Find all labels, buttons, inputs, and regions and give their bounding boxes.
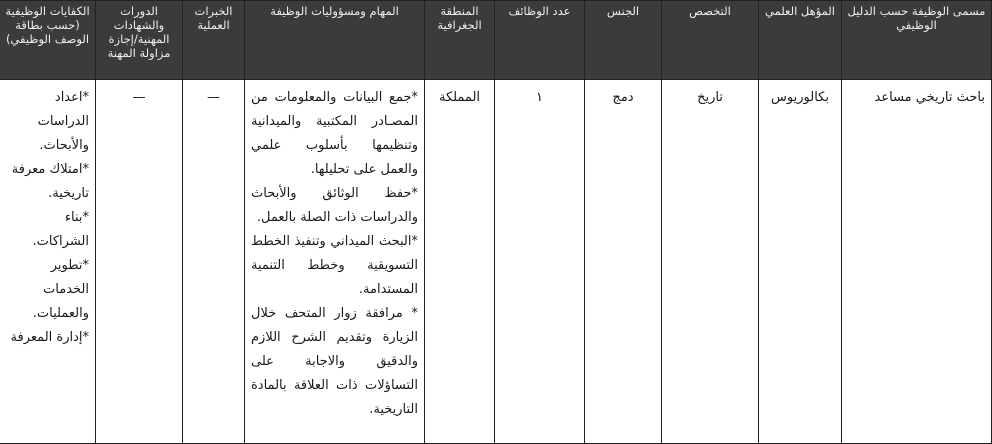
header-competencies: الكفايات الوظيفية (حسب بطاقة الوصف الوظيفي): [0, 1, 96, 80]
cell-gender: دمج: [585, 80, 662, 444]
header-tasks: المهام ومسؤوليات الوظيفة: [245, 1, 425, 80]
header-courses: الدورات والشهادات المهنية/إجازة مزاولة المهنة: [96, 1, 183, 80]
task-item: *البحث الميداني وتنفيذ الخطط التسويقية وخطط التنمية المستدامة.: [251, 234, 418, 297]
header-gender: الجنس: [585, 1, 662, 80]
competency-item: *امتلاك معرفة تاريخية.: [11, 162, 89, 201]
header-specialization: التخصص: [662, 1, 759, 80]
cell-courses: —: [96, 80, 183, 444]
cell-tasks: [245, 80, 425, 444]
table-row: [0, 80, 992, 444]
cell-region: المملكة: [425, 80, 495, 444]
task-item: *حفظ الوثائق والأبحاث والدراسات ذات الصلة بالعمل.: [251, 186, 418, 225]
competency-item: *إدارة المعرفة: [10, 330, 89, 345]
header-qualification: المؤهل العلمي: [759, 1, 842, 80]
competency-item: *اعداد الدراسات والأبحاث.: [37, 90, 89, 153]
cell-specialization: تاريخ: [662, 80, 759, 444]
header-row: [0, 1, 992, 80]
cell-qualification: بكالوريوس: [759, 80, 842, 444]
cell-job-title: باحث تاريخي مساعد: [842, 80, 992, 444]
header-job-title: مسمى الوظيفة حسب الدليل الوظيفي: [842, 1, 992, 80]
task-item: *جمع البيانات والمعلومات من المصـادر المكتبية والميدانية وتنظيمها بأسلوب علمي والعمل على تحليلها.: [251, 90, 418, 177]
cell-competencies: [0, 80, 96, 444]
cell-count: ١: [495, 80, 585, 444]
header-region: المنطقة الجغرافية: [425, 1, 495, 80]
competency-item: *بناء الشراكات.: [32, 210, 89, 249]
competency-item: *تطوير الخدمات والعمليات.: [32, 258, 89, 321]
header-count: عدد الوظائف: [495, 1, 585, 80]
task-item: * مرافقة زوار المتحف خلال الزيارة وتقديم الشرح اللازم والدقيق والاجابة على التساؤلات ذات العلاقة بالمادة التاريخية.: [251, 306, 418, 417]
header-experience: الخبرات العملية: [183, 1, 245, 80]
cell-experience: —: [183, 80, 245, 444]
